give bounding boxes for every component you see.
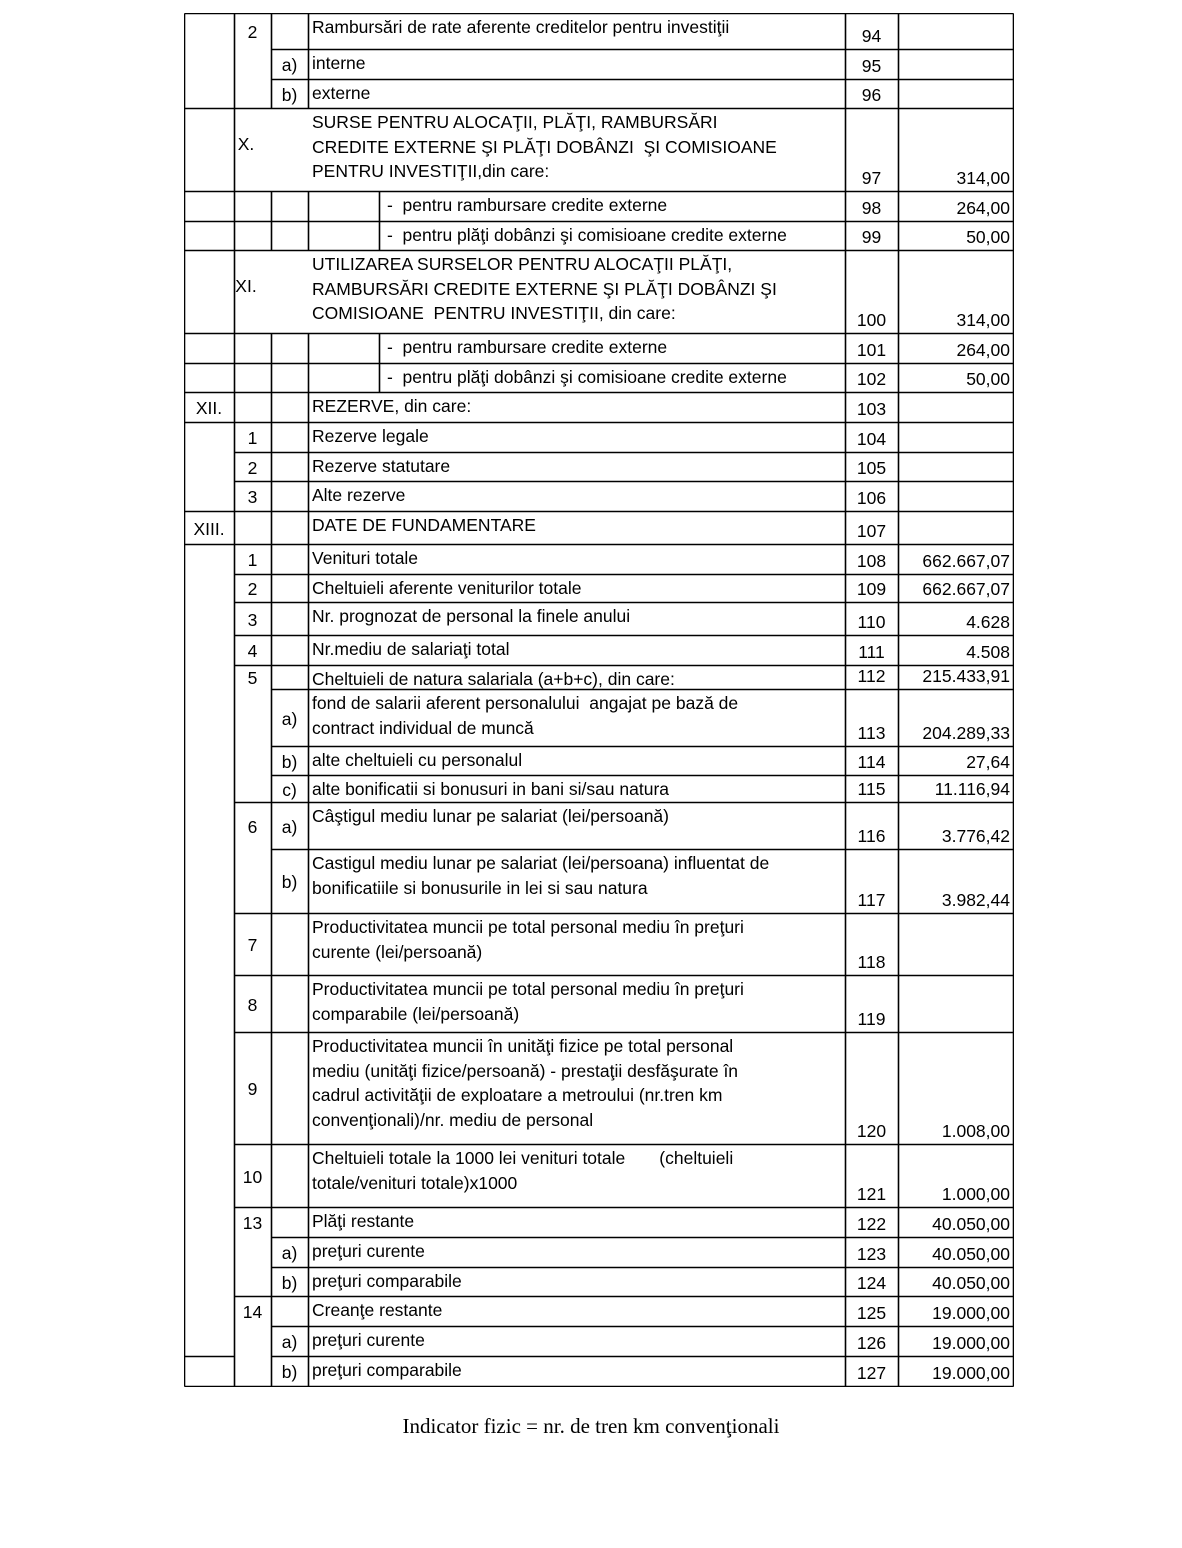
row-code: 108 [856, 551, 887, 571]
row-description: fond de salarii aferent personalului angajat pe bază de contract individual de muncă [312, 693, 739, 738]
row-description: Cheltuieli totale la 1000 lei venituri totale (cheltuieli totale/venituri totale)x1000 [312, 1148, 734, 1193]
row-code: 114 [857, 752, 886, 772]
row-value [898, 1007, 1010, 1031]
item-number: 8 [247, 994, 258, 1015]
section-number: XII. [195, 398, 223, 418]
footnote: Indicator fizic = nr. de tren km convenţionali [402, 1414, 780, 1438]
row-value: 1.008,00 [941, 1121, 1010, 1141]
row-description: - pentru plăţi dobânzi şi comisioane credite externe [387, 225, 787, 245]
row-description: externe [312, 83, 371, 103]
item-number: 6 [247, 816, 258, 837]
section-number: XIII. [193, 518, 225, 539]
row-description: - pentru rambursare credite externe [387, 337, 668, 357]
row-value: 27,64 [966, 752, 1010, 772]
row-code: 116 [857, 826, 886, 846]
row-value: 3.776,42 [941, 826, 1010, 846]
row-code: 121 [856, 1184, 887, 1204]
row-code: 97 [861, 168, 882, 188]
row-description: alte cheltuieli cu personalul [312, 750, 523, 770]
row-code: 119 [857, 1009, 886, 1029]
row-value: 50,00 [966, 369, 1010, 389]
row-description: Cheltuieli de natura salariala (a+b+c), din care: [312, 669, 675, 689]
item-number: 7 [247, 935, 258, 955]
item-number: 1 [247, 550, 258, 570]
row-description: preţuri curente [312, 1330, 425, 1350]
row-description: Cheltuieli aferente veniturilor totale [312, 578, 582, 598]
row-value: 11.116,94 [934, 779, 1010, 799]
row-value [898, 486, 1010, 510]
row-code: 107 [856, 521, 887, 541]
row-code: 112 [857, 666, 886, 686]
row-description: Rezerve statutare [312, 456, 451, 476]
row-description: SURSE PENTRU ALOCAŢII, PLĂŢI, RAMBURSĂRI CREDITE EXTERNE ŞI PLĂŢI DOBÂNZI ŞI COMISIOANE PENTRU INVESTIŢII,din care: [312, 112, 777, 181]
item-number: 2 [247, 457, 258, 478]
row-value: 215.433,91 [922, 666, 1010, 686]
row-description: alte bonificatii si bonusuri in bani si/sau natura [312, 779, 670, 799]
sub-letter: a) [281, 708, 298, 729]
row-code: 117 [857, 890, 886, 910]
row-code: 111 [858, 642, 885, 662]
row-code: 113 [857, 723, 886, 743]
row-value: 3.982,44 [941, 890, 1010, 910]
row-value [898, 427, 1010, 451]
row-code: 102 [856, 369, 887, 389]
row-code: 95 [861, 56, 882, 76]
item-number: 1 [247, 428, 258, 448]
row-value [898, 83, 1010, 107]
row-value: 4.628 [966, 612, 1010, 632]
item-number: 2 [247, 22, 258, 42]
row-value: 19.000,00 [932, 1333, 1010, 1353]
sub-letter: a) [281, 1243, 298, 1263]
sub-letter: b) [281, 751, 298, 772]
row-description: Productivitatea muncii în unităţi fizice pe total personal mediu (unităţi fizice/persoană) - prestaţii desfăşurate în cadrul activităţii de exploatare a metroului (nr.tren km convenţionali)/nr. mediu de personal [312, 1036, 739, 1130]
row-description: preţuri curente [312, 1241, 425, 1261]
row-description: - pentru plăţi dobânzi şi comisioane credite externe [387, 367, 787, 387]
row-description: DATE DE FUNDAMENTARE [312, 515, 536, 535]
row-value: 314,00 [956, 310, 1010, 330]
row-code: 115 [857, 779, 886, 799]
row-code: 103 [856, 399, 887, 419]
row-description: Nr. prognozat de personal la finele anului [312, 606, 631, 626]
row-description: Rezerve legale [312, 426, 429, 446]
row-value: 40.050,00 [932, 1214, 1010, 1234]
item-number: 3 [247, 487, 258, 507]
row-description: Alte rezerve [312, 485, 406, 505]
row-value: 4.508 [966, 642, 1010, 662]
row-value: 314,00 [956, 168, 1010, 188]
row-description: Câştigul mediu lunar pe salariat (lei/persoană) [312, 806, 669, 826]
row-description: Rambursări de rate aferente creditelor pentru investiţii [312, 17, 730, 37]
row-value: 40.050,00 [932, 1273, 1010, 1293]
row-value: 662.667,07 [922, 579, 1010, 599]
row-description: Nr.mediu de salariaţi total [312, 639, 510, 659]
row-description: preţuri comparabile [312, 1360, 462, 1380]
row-description: REZERVE, din care: [312, 396, 472, 416]
row-code: 104 [856, 429, 887, 449]
row-value: 204.289,33 [922, 723, 1010, 743]
section-number: X. [237, 134, 255, 154]
row-code: 100 [856, 310, 887, 330]
row-value: 19.000,00 [932, 1363, 1010, 1383]
item-number: 2 [247, 579, 258, 599]
section-number: XI. [235, 276, 257, 296]
indicator-table [184, 13, 1014, 1386]
row-description: Creanţe restante [312, 1300, 443, 1320]
row-description: interne [312, 53, 366, 73]
row-code: 109 [856, 579, 887, 599]
row-code: 123 [856, 1244, 887, 1264]
item-number: 4 [247, 641, 258, 661]
item-number: 10 [242, 1166, 263, 1187]
row-description: Productivitatea muncii pe total personal mediu în preţuri comparabile (lei/persoană) [312, 979, 744, 1024]
row-code: 110 [857, 612, 886, 632]
item-number: 9 [247, 1079, 258, 1099]
row-value: 264,00 [956, 340, 1010, 360]
row-code: 127 [856, 1363, 887, 1383]
row-code: 106 [856, 488, 887, 508]
sub-letter: b) [281, 1362, 298, 1382]
row-value [898, 950, 1010, 974]
row-code: 101 [856, 340, 887, 360]
sub-letter: a) [281, 816, 298, 837]
row-value: 50,00 [966, 227, 1010, 247]
row-code: 98 [861, 198, 882, 218]
row-code: 124 [856, 1273, 887, 1293]
row-description: UTILIZAREA SURSELOR PENTRU ALOCAŢII PLĂŢI, RAMBURSĂRI CREDITE EXTERNE ŞI PLĂŢI DOBÂNZI ŞI COMISIOANE PENTRU INVESTIŢII, din care: [312, 254, 777, 323]
row-description: preţuri comparabile [312, 1271, 462, 1291]
row-description: Plăţi restante [312, 1211, 415, 1231]
row-description: Castigul mediu lunar pe salariat (lei/persoana) influentat de bonificatiile si bonusurile in lei si sau natura [312, 853, 770, 898]
row-code: 126 [856, 1333, 887, 1353]
row-value: 264,00 [956, 198, 1010, 218]
row-value: 19.000,00 [932, 1303, 1010, 1323]
sub-letter: b) [281, 84, 298, 105]
item-number: 14 [242, 1302, 263, 1322]
row-value [898, 54, 1010, 78]
row-description: Productivitatea muncii pe total personal mediu în preţuri curente (lei/persoană) [312, 917, 744, 962]
sub-letter: c) [282, 779, 297, 800]
sub-letter: b) [281, 1272, 298, 1293]
row-value: 40.050,00 [932, 1244, 1010, 1264]
row-code: 96 [861, 85, 882, 105]
row-value: 662.667,07 [922, 551, 1010, 571]
row-value [898, 24, 1010, 48]
item-number: 13 [242, 1213, 263, 1233]
row-description: Venituri totale [312, 548, 419, 568]
row-value [898, 456, 1010, 480]
row-description: - pentru rambursare credite externe [387, 195, 668, 215]
item-number: 3 [247, 609, 258, 630]
row-code: 105 [856, 458, 887, 478]
row-value: 1.000,00 [941, 1184, 1010, 1204]
row-code: 99 [861, 227, 882, 247]
row-value [898, 397, 1010, 421]
row-value [898, 519, 1010, 543]
item-number: 5 [247, 668, 258, 688]
sub-letter: a) [281, 55, 298, 75]
row-code: 120 [856, 1121, 887, 1141]
row-code: 125 [856, 1303, 887, 1323]
sub-letter: b) [281, 872, 298, 892]
sub-letter: a) [281, 1332, 298, 1352]
row-code: 122 [856, 1214, 887, 1234]
row-code: 118 [857, 952, 886, 972]
row-code: 94 [861, 26, 882, 46]
